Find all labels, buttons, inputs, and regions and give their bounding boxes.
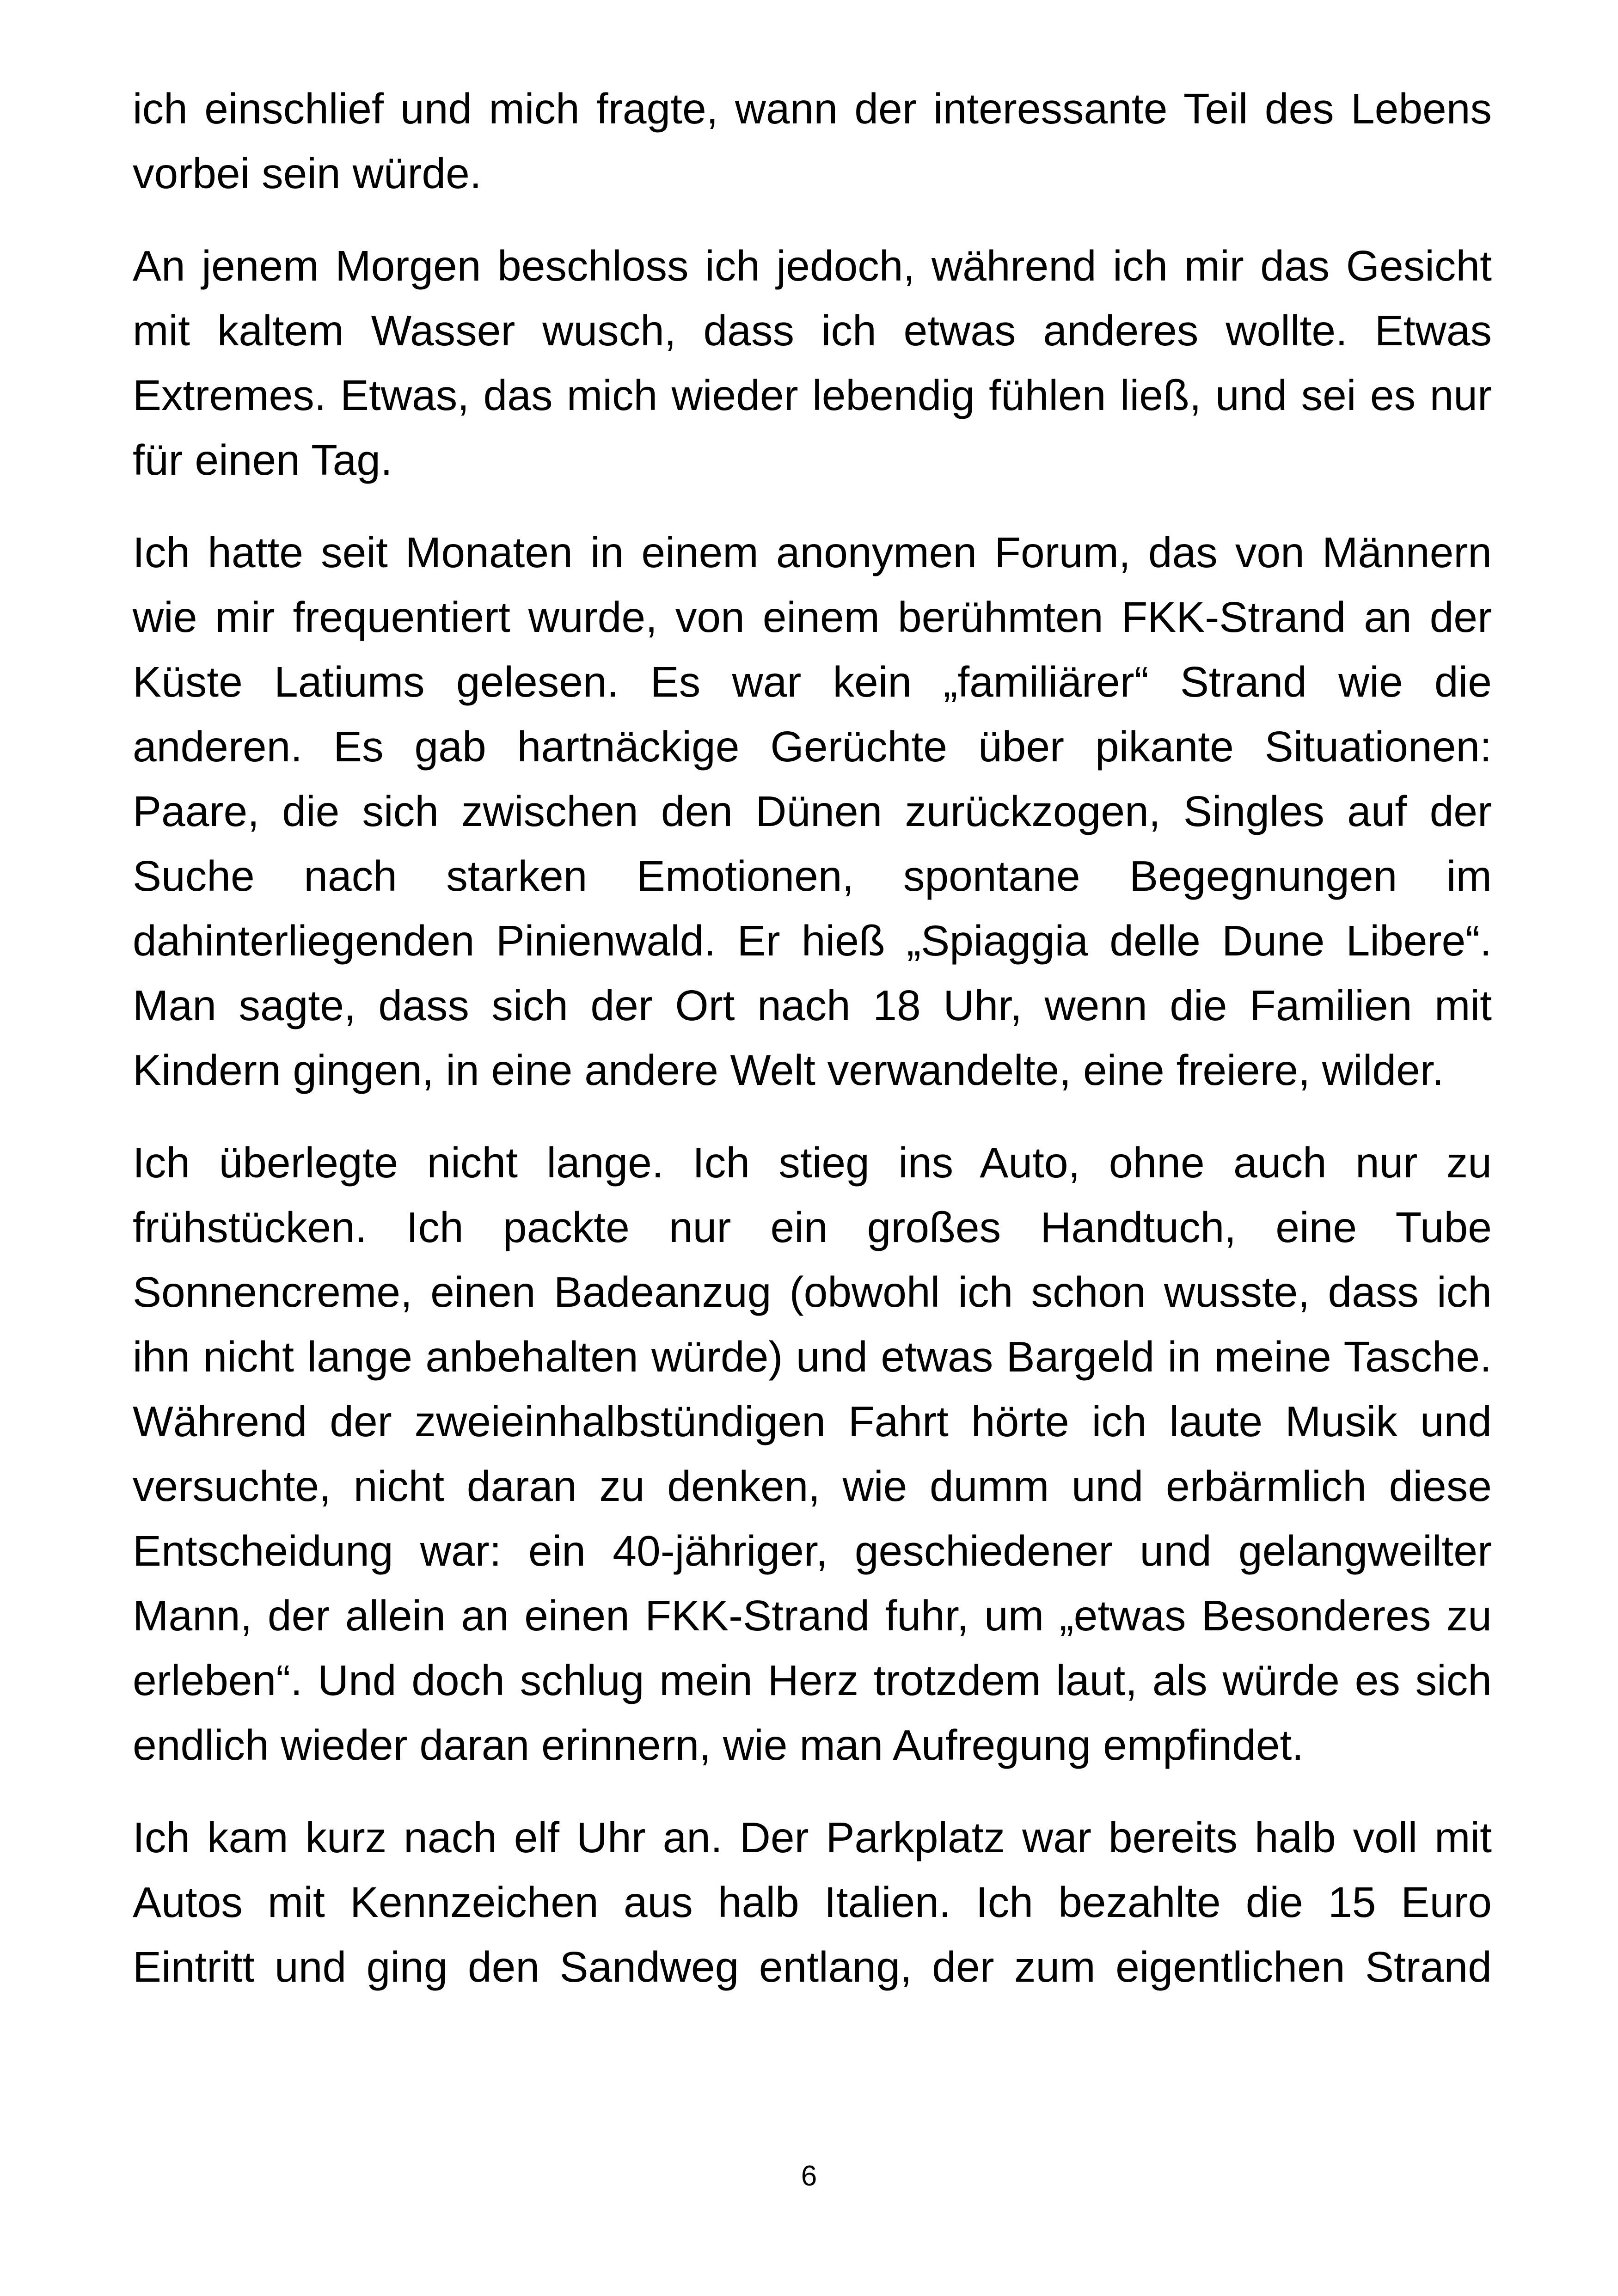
paragraph: Ich überlegte nicht lange. Ich stieg ins Auto, ohne auch nur zu frühstücken. Ich packte nur ein großes Handtuch, eine Tube Sonnencreme, einen Badeanzug (obwohl ich schon wusste, dass ich ihn nicht lange anbehalten würde) und etwas Bargeld in meine Tasche. Während der zweieinhalbstündigen Fahrt hörte ich laute Musik und versuchte, nicht daran zu denken, wie dumm und erbärmlich diese Entscheidung war: ein 40-jähriger, geschiedener und gelangweilter Mann, der allein an einen FKK-Strand fuhr, um „etwas Besonderes zu erleben“. Und doch schlug mein Herz trotzdem laut, als würde es sich endlich wieder daran erinnern, wie man Aufregung empfindet. bbox=[133, 1139, 1492, 1769]
paragraph: Ich kam kurz nach elf Uhr an. Der Parkplatz war bereits halb voll mit Autos mit Kennzeichen aus halb Italien. Ich bezahlte die 15 Euro Eintritt und ging den Sandweg entlang, der zum eigentlichen Strand bbox=[133, 1813, 1492, 1991]
body-text bbox=[133, 76, 1492, 2027]
paragraph: Ich hatte seit Monaten in einem anonymen Forum, das von Männern wie mir frequentiert wurde, von einem berühmten FKK-Strand an der Küste Latiums gelesen. Es war kein „familiärer“ Strand wie die anderen. Es gab hartnäckige Gerüchte über pikante Situationen: Paare, die sich zwischen den Dünen zurückzogen, Singles auf der Suche nach starken Emotionen, spontane Begegnungen im dahinterliegenden Pinienwald. Er hieß „Spiaggia delle Dune Libere“. Man sagte, dass sich der Ort nach 18 Uhr, wenn die Familien mit Kindern gingen, in eine andere Welt verwandelte, eine freiere, wilder. bbox=[133, 528, 1492, 1094]
page-number: 6 bbox=[801, 2160, 817, 2192]
paragraph: An jenem Morgen beschloss ich jedoch, während ich mir das Gesicht mit kaltem Wasser wusch, dass ich etwas anderes wollte. Etwas Extremes. Etwas, das mich wieder lebendig fühlen ließ, und sei es nur für einen Tag. bbox=[133, 242, 1492, 484]
paragraph: ich einschlief und mich fragte, wann der interessante Teil des Lebens vorbei sein würde. bbox=[133, 85, 1492, 197]
